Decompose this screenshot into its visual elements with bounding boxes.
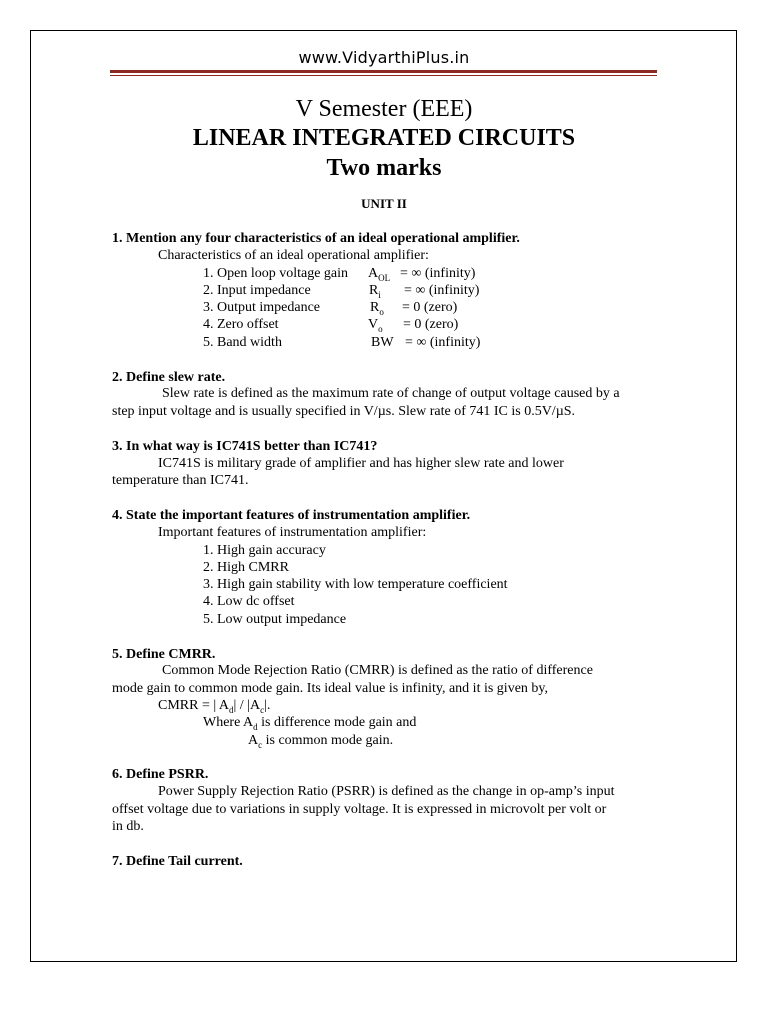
list-item: 4. Low dc offset [203,594,295,609]
char-name: 2. Input impedance [203,283,311,298]
q5-answer-line2: mode gain to common mode gain. Its ideal value is infinity, and it is given by, [112,681,548,696]
question-4: 4. State the important features of instrumentation amplifier. [112,508,471,523]
subject-title: LINEAR INTEGRATED CIRCUITS [192,125,576,151]
question-1: 1. Mention any four characteristics of an ideal operational amplifier. [112,231,520,246]
cmrr-where-line: Where $A_d$ is difference mode gain and [203,715,417,732]
q3-answer-line2: temperature than IC741. [112,473,249,488]
q2-answer-line2: step input voltage and is usually specified in V/µs. Slew rate of 741 IC is 0.5V/µS. [112,404,576,419]
question-5: 5. Define CMRR. [112,647,216,662]
q3-answer-line1: IC741S is military grade of amplifier and has higher slew rate and lower [158,456,564,471]
char-symbol: $A_{OL}$ [368,266,391,283]
char-name: 3. Output impedance [203,300,321,315]
site-url-header[interactable]: www.VidyarthiPlus.in [298,48,470,67]
cmrr-and-line: $A_c$ is common mode gain. [248,733,394,750]
q2-answer-line1: Slew rate is defined as the maximum rate of change of output voltage caused by a [162,386,620,401]
question-7: 7. Define Tail current. [112,854,243,869]
semester-title: V Semester (EEE) [295,96,473,122]
char-value: = ∞ (infinity) [405,335,481,350]
char-value: = ∞ (infinity) [404,283,480,298]
question-6: 6. Define PSRR. [112,767,209,782]
char-symbol: $V_o$ [368,317,383,334]
q6-answer-line1: Power Supply Rejection Ratio (PSRR) is defined as the change in op-amp’s input [158,784,615,799]
question-3: 3. In what way is IC741S better than IC741? [112,439,378,454]
q6-answer-line3: in db. [112,819,144,834]
header-rule-thick [110,70,657,73]
char-value: = 0 (zero) [402,300,458,315]
char-value: = ∞ (infinity) [400,266,476,281]
list-item: 5. Low output impedance [203,612,347,627]
char-symbol: $R_i$ [369,283,381,300]
list-item: 3. High gain stability with low temperature coefficient [203,577,508,592]
list-item: 1. High gain accuracy [203,543,326,558]
char-value: = 0 (zero) [403,317,459,332]
q4-intro: Important features of instrumentation amplifier: [158,525,427,540]
char-name: 4. Zero offset [203,317,279,332]
q5-answer-line1: Common Mode Rejection Ratio (CMRR) is defined as the ratio of difference [162,663,593,678]
question-2: 2. Define slew rate. [112,370,226,385]
char-symbol: BW [371,335,394,350]
char-name: 5. Band width [203,335,282,350]
char-name: 1. Open loop voltage gain [203,266,349,281]
list-item: 2. High CMRR [203,560,289,575]
cmrr-formula: CMRR = | $A_d| / |A_c|$. [158,698,271,715]
unit-heading: UNIT II [361,196,407,211]
char-symbol: $R_o$ [370,300,384,317]
section-title: Two marks [326,155,442,181]
header-rule-thin [110,75,657,76]
q6-answer-line2: offset voltage due to variations in supply voltage. It is expressed in microvolt per volt or [112,802,607,817]
q1-intro: Characteristics of an ideal operational amplifier: [158,248,429,263]
